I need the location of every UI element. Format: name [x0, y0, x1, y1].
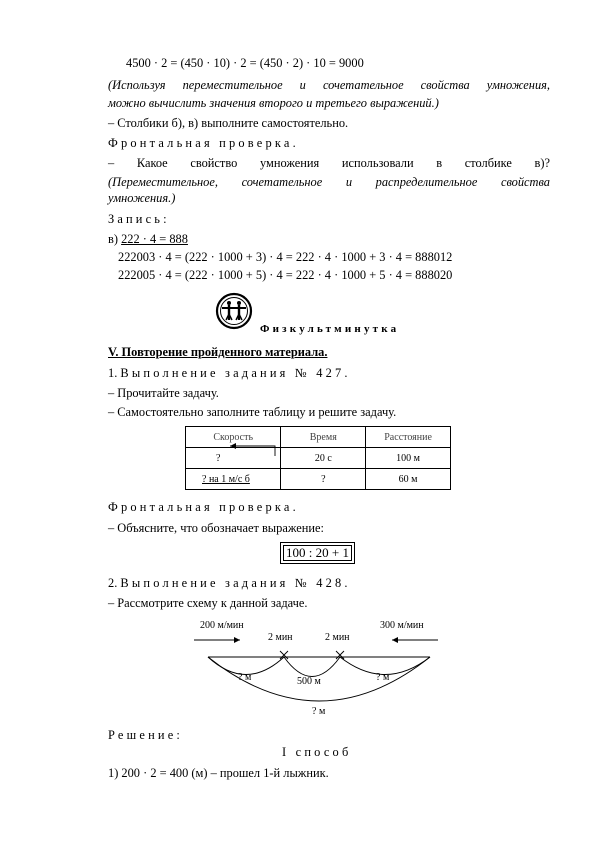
table-cell: 20 с [281, 448, 366, 469]
fizkultminutka-heading: Физкультминутка [260, 323, 400, 335]
question-property: – Какое свойство умножения использовали в столбике в)? [108, 156, 550, 170]
table-cell: ? на 1 м/с б [186, 469, 281, 490]
meeting-mark-left [280, 651, 288, 659]
solution-step-1: 1) 200 · 2 = 400 (м) – прошел 1-й лыжник. [108, 766, 329, 780]
right-speed-label: 300 м/мин [380, 620, 424, 631]
solution-heading: Решение: [108, 728, 184, 742]
table-cell: ? [281, 469, 366, 490]
method-one-heading: I способ [282, 745, 352, 759]
right-arrowhead [392, 637, 398, 643]
time-right-label: 2 мин [325, 632, 350, 643]
left-speed-label: 200 м/мин [200, 620, 244, 631]
header-time: Время [281, 427, 366, 448]
example-v-prefix: в) [108, 232, 122, 246]
task-428-number: 2. [108, 576, 121, 590]
table-cell: ? [186, 448, 281, 469]
section-v-heading: V. Повторение пройденного материала. [108, 345, 328, 359]
task-428-title: Выполнение задания № 428. [120, 576, 351, 590]
expression-text: 100 : 20 + 1 [286, 545, 349, 560]
columns-instruction: – Столбики б), в) выполните самостоятельно. [108, 116, 349, 130]
meeting-mark-right [336, 651, 344, 659]
note-line-2: можно вычислить значения второго и третьего выражений.) [108, 96, 439, 110]
answer-line-2: умножения.) [108, 191, 176, 205]
record-heading: Запись: [108, 212, 170, 226]
note-line-1: (Используя переместительное и сочетательное свойства умножения, [108, 78, 550, 92]
left-arrowhead [234, 637, 240, 643]
segment-right-label: ? м [376, 672, 390, 683]
explain-instruction: – Объясните, что обозначает выражение: [108, 521, 324, 535]
time-left-label: 2 мин [268, 632, 293, 643]
table-cell: 60 м [366, 469, 451, 490]
equation-222005: 222005 · 4 = (222 · 1000 + 5) · 4 = 222 · 4 · 1000 + 5 · 4 = 888020 [118, 268, 453, 282]
scheme-instruction: – Рассмотрите схему к данной задаче. [108, 596, 308, 610]
example-v-equation: 222 · 4 = 888 [121, 232, 188, 246]
frontal-check-heading: Фронтальная проверка. [108, 136, 299, 150]
equation-222003: 222003 · 4 = (222 · 1000 + 3) · 4 = 222 · 4 · 1000 + 3 · 4 = 888012 [118, 250, 453, 264]
segment-left-label: ? м [238, 672, 252, 683]
task-427-title: Выполнение задания № 427. [120, 366, 351, 380]
answer-line-1: (Переместительное, сочетательное и распределительное свойства [108, 175, 550, 189]
segment-middle-label: 500 м [297, 676, 321, 687]
task-427-number: 1. [108, 366, 121, 380]
equation-4500: 4500 · 2 = (450 · 10) · 2 = (450 · 2) · 10 = 9000 [126, 56, 364, 70]
total-distance-label: ? м [312, 706, 326, 717]
header-speed: Скорость [186, 427, 281, 448]
middle-segment-arc [284, 657, 340, 677]
header-distance: Расстояние [366, 427, 451, 448]
frontal-check-heading-2: Фронтальная проверка. [108, 500, 299, 514]
fill-table-instruction: – Самостоятельно заполните таблицу и решите задачу. [108, 405, 397, 419]
table-cell: 100 м [366, 448, 451, 469]
read-task-instruction: – Прочитайте задачу. [108, 386, 219, 400]
